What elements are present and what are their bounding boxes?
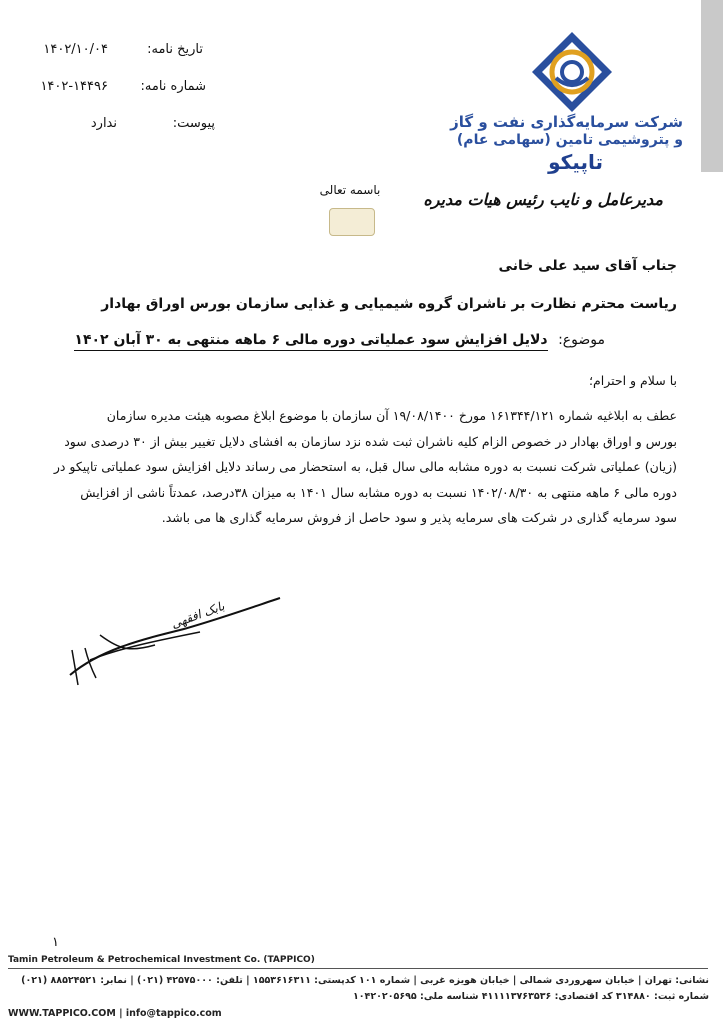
body-line: (زیان) عملیاتی شرکت نسبت به دوره مشابه مالی سال قبل، به استحضار می رساند دلایل افزایش سود عملیاتی تاپیکو در [53, 459, 677, 474]
date-label: تاریخ نامه: [147, 42, 203, 57]
handwritten-signature [60, 590, 290, 700]
subject-label: موضوع: [558, 332, 605, 348]
number-label: شماره نامه: [140, 79, 206, 94]
attachment-label: پیوست: [172, 116, 215, 131]
date-value: ۱۴۰۲/۱۰/۰۴ [43, 42, 108, 57]
body-line: دوره مالی ۶ ماهه منتهی به ۱۴۰۲/۰۸/۳۰ نسبت به دوره مشابه سال ۱۴۰۱ به میزان ۳۸درصد، عمدتاً ناشی از افزایش [80, 484, 677, 500]
letter-subject [74, 332, 605, 348]
recipient-name: جناب آقای سید علی خانی [498, 258, 677, 274]
company-logo [530, 30, 614, 114]
company-name-line1: شرکت سرمایه‌گذاری نفت و گاز [450, 113, 683, 131]
footer-company-english: Tamin Petroleum & Petrochemical Investment Co. (TAPPICO) [8, 955, 315, 965]
ceo-title: مدیرعامل و نایب رئیس هیات مدیره [423, 190, 663, 209]
body-line: سود سرمایه گذاری در شرکت های سرمایه پذیر و سود حاصل از فروش سرمایه گذاری ها می باشد. [161, 510, 677, 525]
footer-website-email[interactable]: WWW.TAPPICO.COM | info@tappico.com [8, 1008, 222, 1019]
subject-text: دلایل افزایش سود عملیاتی دوره مالی ۶ ماهه منتهی به ۳۰ آبان ۱۴۰۲ [74, 332, 547, 351]
signer-name: بابک افقهی [169, 598, 227, 632]
footer-divider [8, 968, 708, 969]
page-edge-bar [701, 0, 723, 172]
greeting: با سلام و احترام؛ [589, 373, 677, 388]
footer-registration: شماره ثبت: ۳۱۴۸۸۰ کد اقتصادی: ۴۱۱۱۱۳۷۶۳۵۳۶ شناسه ملی: ۱۰۴۲۰۲۰۵۶۹۵ [352, 991, 709, 1002]
number-value: ۱۴۰۲-۱۴۴۹۶ [40, 79, 108, 94]
body-line: بورس و اوراق بهادار در خصوص الزام کلیه ناشران ثبت شده نزد سازمان به افشای دلایل تغییر بیش از ۳۰ درصدی سود [64, 433, 677, 449]
basmala: باسمه تعالی [319, 183, 381, 197]
company-name-line2: و پتروشیمی تامین (سهامی عام) [456, 132, 683, 148]
decorative-stamp [329, 208, 375, 236]
footer-address: نشانی: تهران | خیابان سهروردی شمالی | خیابان هویزه غربی | شماره ۱۰۱ کدپستی: ۱۵۵۳۶۱۶۳۱۱ | تلفن: ۴۲۵۷۵۰۰۰ (۰۲۱) | نمابر: ۸۸۵۲۴۵۲۱ (۰۲۱) [21, 975, 709, 986]
brand-name: تاپیکو [548, 150, 603, 174]
recipient-role: ریاست محترم نظارت بر ناشران گروه شیمیایی و غذایی سازمان بورس اوراق بهادار [101, 296, 677, 312]
attachment-value: ندارد [90, 116, 117, 131]
page-number: ۱ [52, 935, 59, 950]
body-line: عطف به ابلاغیه شماره ۱۶۱۳۴۴/۱۲۱ مورخ ۱۹/۰۸/۱۴۰۰ آن سازمان با موضوع ابلاغ مصوبه هیئت مدیره سازمان [106, 408, 677, 423]
letter-body [51, 403, 677, 531]
